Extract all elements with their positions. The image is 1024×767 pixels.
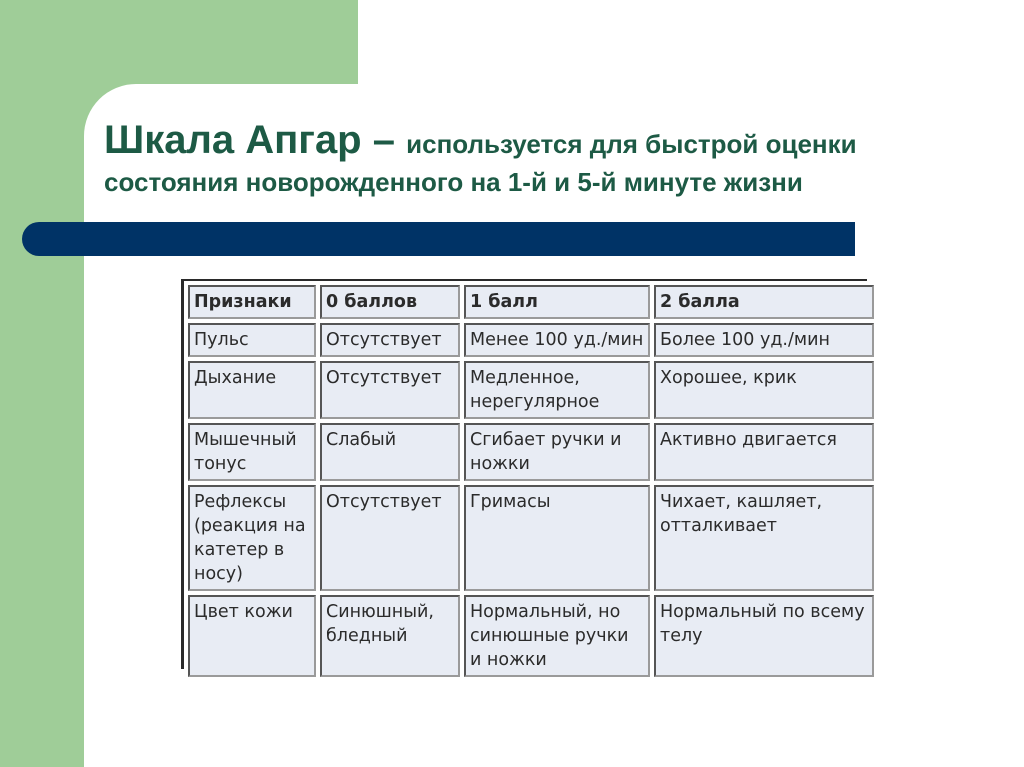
table-cell: Гримасы (464, 485, 650, 591)
table-cell: Менее 100 уд./мин (464, 323, 650, 357)
title-sub-line2: состояния новорожденного на 1-й и 5-й минуте жизни (104, 167, 803, 197)
table-cell: Дыхание (188, 361, 316, 419)
table-cell: Медленное, нерегулярное (464, 361, 650, 419)
header-cell: 1 балл (464, 285, 650, 319)
title-sub-line1: используется для быстрой оценки (406, 129, 857, 159)
table-cell: Чихает, кашляет, отталкивает (654, 485, 874, 591)
table-cell: Отсутствует (320, 361, 460, 419)
table-cell: Отсутствует (320, 323, 460, 357)
title-main: Шкала Апгар – (104, 118, 395, 162)
table-cell: Синюшный, бледный (320, 595, 460, 677)
apgar-table (184, 281, 878, 681)
table-cell: Мышечный тонус (188, 423, 316, 481)
table-cell: Нормальный, но синюшные ручки и ножки (464, 595, 650, 677)
header-cell: 2 балла (654, 285, 874, 319)
header-cell: 0 баллов (320, 285, 460, 319)
table-header-row (188, 285, 874, 319)
apgar-table-frame (181, 279, 867, 669)
table-cell: Нормальный по всему телу (654, 595, 874, 677)
table-cell: Рефлексы (реакция на катетер в носу) (188, 485, 316, 591)
table-cell: Цвет кожи (188, 595, 316, 677)
table-cell: Активно двигается (654, 423, 874, 481)
table-cell: Отсутствует (320, 485, 460, 591)
header-cell: Признаки (188, 285, 316, 319)
table-row (188, 485, 874, 591)
table-cell: Сгибает ручки и ножки (464, 423, 650, 481)
table-cell: Пульс (188, 323, 316, 357)
table-row (188, 595, 874, 677)
slide-title (104, 120, 984, 200)
table-row (188, 323, 874, 357)
accent-bar (22, 222, 855, 256)
table-cell: Более 100 уд./мин (654, 323, 874, 357)
table-cell: Слабый (320, 423, 460, 481)
table-row (188, 361, 874, 419)
table-row (188, 423, 874, 481)
table-cell: Хорошее, крик (654, 361, 874, 419)
